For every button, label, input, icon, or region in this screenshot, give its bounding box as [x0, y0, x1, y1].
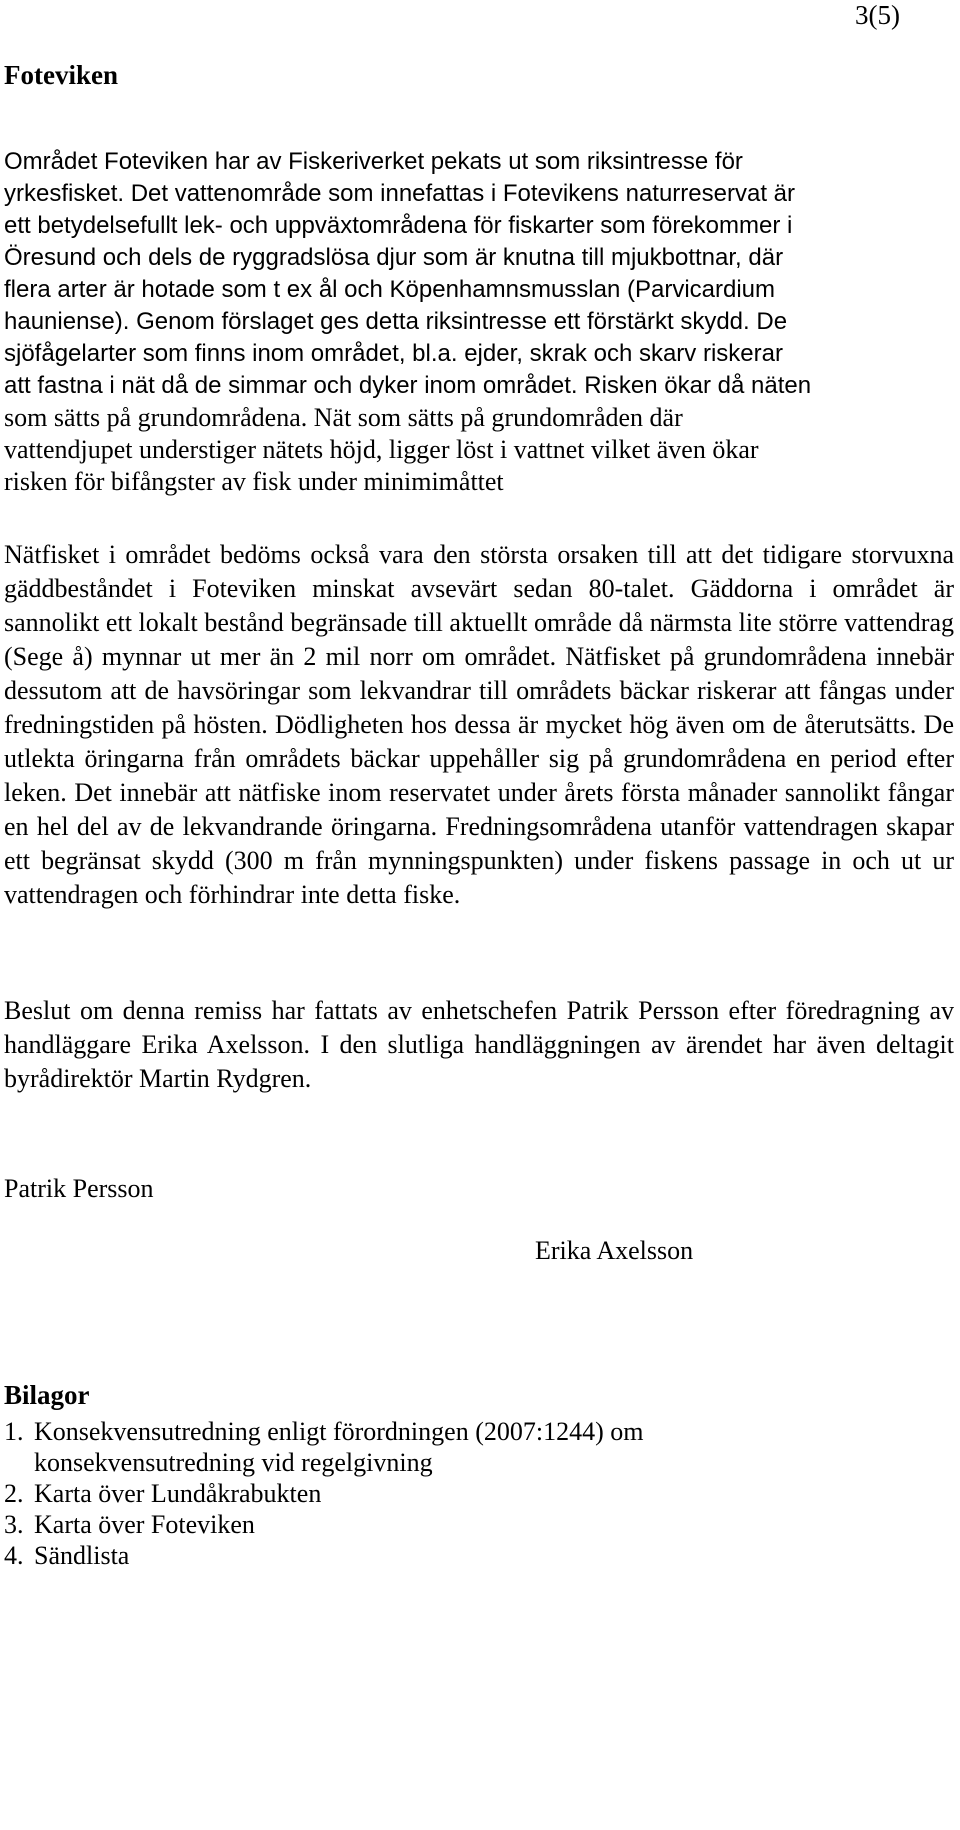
list-item-text: Konsekvensutredning enligt förordningen (2007:1244) om konsekvensutredning vid regelgivning: [34, 1417, 644, 1477]
paragraph-decision: Beslut om denna remiss har fattats av enhetschefen Patrik Persson efter föredragning av handläggare Erika Axelsson. I den slutliga handläggningen av ärendet har även deltagit byrådirektör Martin Rydgren.: [4, 996, 954, 1093]
section-heading: Foteviken: [4, 60, 118, 90]
paragraph-line: ett betydelsefullt lek- och uppväxtområdena för fiskarter som förekommer i: [4, 212, 793, 239]
attachments-title: Bilagor: [4, 1380, 90, 1410]
page-number: 3(5): [855, 0, 900, 30]
paragraph-line: Området Foteviken har av Fiskeriverket pekats ut som riksintresse för: [4, 148, 743, 175]
paragraph-line: yrkesfisket. Det vattenområde som innefattas i Fotevikens naturreservat är: [4, 180, 796, 207]
paragraph-line: att fastna i nät då de simmar och dyker inom området. Risken ökar då näten: [4, 372, 812, 399]
list-item: [4, 1416, 794, 1478]
list-item-text: Sändlista: [34, 1541, 130, 1570]
attachments-section: [4, 1378, 794, 1571]
list-item-number: 1.: [4, 1417, 24, 1446]
list-item-number: 3.: [4, 1510, 24, 1539]
paragraph-natfiske: Nätfisket i området bedöms också vara den största orsaken till att det tidigare storvuxna gäddbeståndet i Foteviken minskat avsevärt sedan 80-talet. Gäddorna i området är sannolikt ett lokalt bestånd begränsade till aktuellt område då närmsta lite större vattendrag (Sege å) mynnar ut mer än 2 mil norr om området. Nätfisket på grundområdena innebär dessutom att de havsöringar som lekvandrar till områdets bäckar riskerar att fångas under fredningstiden på hösten. Dödligheten hos dessa är mycket hög även om de återutsätts. De utlekta öringarna från områdets bäckar uppehåller sig på grundområdena en period efter leken. Det innebär att nätfiske inom reservatet under årets första månader sannolikt fångar en hel del av de lekvandrande öringarna. Fredningsområdena utanför vattendragen skapar ett begränsat skydd (300 m från mynningspunkten) under fiskens passage in och ut ur vattendragen och förhindrar inte detta fiske.: [4, 540, 954, 909]
paragraph-riksintresse: [4, 146, 954, 498]
list-item-number: 4.: [4, 1541, 24, 1570]
paragraph-line: flera arter är hotade som t ex ål och Köpenhamnsmusslan (Parvicardium: [4, 276, 776, 303]
signature-patrik-persson: Patrik Persson: [4, 1174, 154, 1203]
signature-erika-axelsson: Erika Axelsson: [535, 1236, 694, 1265]
list-item: [4, 1540, 794, 1571]
list-item: [4, 1478, 794, 1509]
paragraph-line: sjöfågelarter som finns inom området, bl.a. ejder, skrak och skarv riskerar: [4, 340, 783, 367]
paragraph-line: hauniense). Genom förslaget ges detta riksintresse ett förstärkt skydd. De: [4, 308, 788, 335]
list-item-number: 2.: [4, 1479, 24, 1508]
paragraph-line: vattendjupet understiger nätets höjd, ligger löst i vattnet vilket även ökar: [4, 435, 759, 464]
paragraph-line: som sätts på grundområdena. Nät som sätts på grundområden där: [4, 403, 683, 432]
list-item-text: Karta över Lundåkrabukten: [34, 1479, 322, 1508]
document-body: [4, 58, 960, 1122]
attachments-list: [4, 1416, 794, 1571]
paragraph-line: Öresund och dels de ryggradslösa djur som är knutna till mjukbottnar, där: [4, 244, 784, 271]
list-item: [4, 1509, 794, 1540]
paragraph-line: risken för bifångster av fisk under minimimåttet: [4, 467, 504, 496]
list-item-text: Karta över Foteviken: [34, 1510, 255, 1539]
